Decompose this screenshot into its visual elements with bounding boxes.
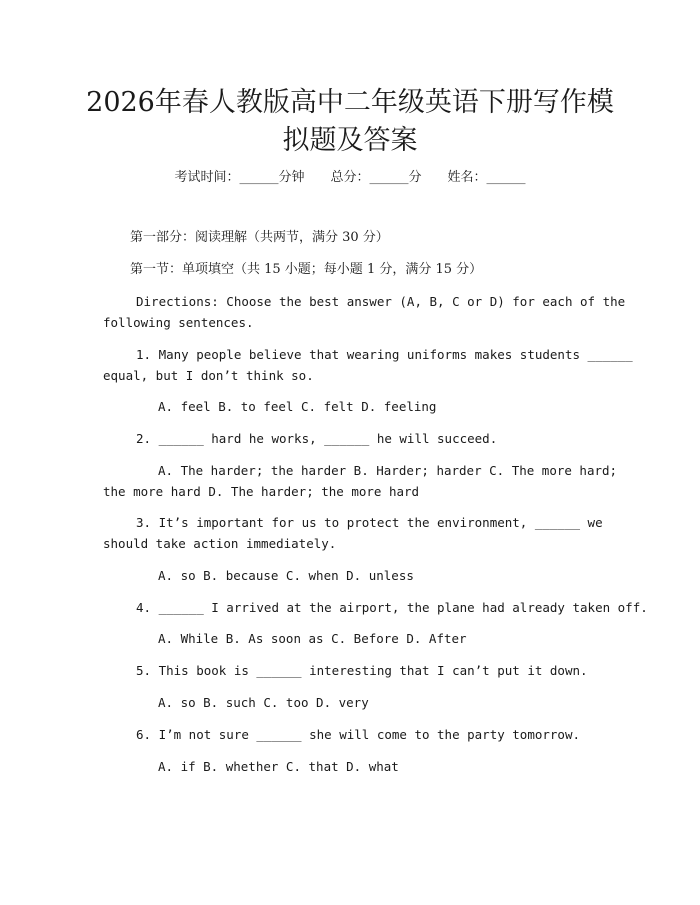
question-1-stem-line-2: equal, but I don’t think so. — [103, 368, 314, 383]
section-heading: 第一节：单项填空（共 15 小题；每小题 1 分，满分 15 分） — [130, 262, 483, 277]
title-line-1: 2026年春人教版高中二年级英语下册写作模 — [86, 87, 614, 118]
question-5-stem: 5. This book is ______ interesting that I can’t put it down. — [136, 663, 588, 678]
document-title — [60, 84, 640, 160]
question-3-stem-line-1: 3. It’s important for us to protect the environment, ______ we — [136, 515, 603, 530]
question-3-stem-line-2: should take action immediately. — [103, 536, 337, 551]
question-4-options: A. While B. As soon as C. Before D. After — [158, 631, 467, 646]
exam-total-score: 总分：______分 — [330, 170, 422, 185]
exam-meta — [0, 168, 700, 188]
question-2-options-line-2: the more hard D. The harder; the more hard — [103, 484, 420, 499]
exam-name: 姓名：______ — [447, 170, 526, 185]
part-heading: 第一部分：阅读理解（共两节，满分 30 分） — [130, 230, 389, 245]
question-1-stem-line-1: 1. Many people believe that wearing uniforms makes students ______ — [136, 347, 633, 362]
exam-time: 考试时间：______分钟 — [174, 170, 305, 185]
title-line-2: 拟题及答案 — [282, 125, 418, 156]
question-2-options-line-1: A. The harder; the harder B. Harder; harder C. The more hard; — [158, 463, 618, 478]
question-2-stem: 2. ______ hard he works, ______ he will succeed. — [136, 431, 498, 446]
question-6-stem: 6. I’m not sure ______ she will come to the party tomorrow. — [136, 727, 581, 742]
question-4-stem: 4. ______ I arrived at the airport, the plane had already taken off. — [136, 600, 648, 615]
directions-line-2: following sentences. — [103, 315, 254, 330]
question-5-options: A. so B. such C. too D. very — [158, 695, 369, 710]
question-3-options: A. so B. because C. when D. unless — [158, 568, 414, 583]
directions-line-1: Directions: Choose the best answer (A, B, C or D) for each of the — [136, 294, 626, 309]
question-6-options: A. if B. whether C. that D. what — [158, 759, 399, 774]
question-1-options: A. feel B. to feel C. felt D. feeling — [158, 399, 437, 414]
